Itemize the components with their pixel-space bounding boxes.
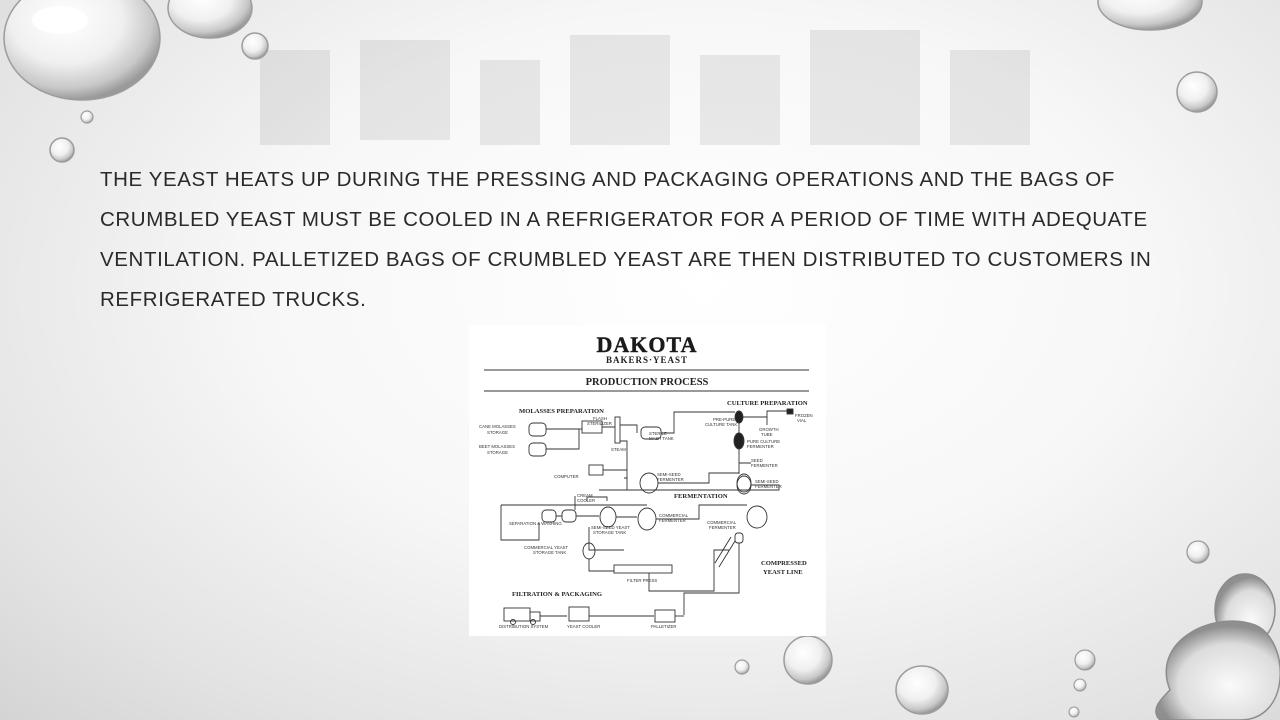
drop-bottom-2 — [1074, 679, 1086, 691]
label-prepure-1: PRE-PURE — [713, 417, 736, 422]
label-separation: SEPARATION & WASHING — [509, 521, 562, 526]
drop-bottom-center-3 — [896, 666, 948, 714]
dakota-logo: DAKOTA — [596, 332, 698, 357]
section-compressed-2: YEAST LINE — [763, 569, 803, 576]
section-molasses: MOLASSES PREPARATION — [519, 408, 604, 415]
drop-small-2 — [81, 111, 93, 123]
label-commercial-storage-2: STORAGE TANK — [533, 550, 567, 555]
label-growth-2: TUBE — [761, 432, 773, 437]
drop-top-left-large — [4, 0, 160, 100]
drop-right-2 — [1187, 541, 1209, 563]
label-frozen-1: FROZEN — [795, 413, 813, 418]
label-flash-1: FLASH — [593, 416, 607, 421]
label-semiseed-1: SEMI-SEED — [657, 472, 681, 477]
drop-bottom-1 — [1075, 650, 1095, 670]
label-frozen-2: VIAL — [797, 418, 807, 423]
label-cane-2: STORAGE — [487, 430, 508, 435]
drop-small-1 — [242, 33, 268, 59]
label-commercial-1: COMMERCIAL — [659, 513, 689, 518]
label-cream-1: CREAM — [577, 493, 593, 498]
label-semiseed-right-1: SEMI-SEED — [755, 479, 779, 484]
drop-right-1 — [1177, 72, 1217, 112]
drop-bottom-center-2 — [735, 660, 749, 674]
label-palletizer: PALLETIZER — [651, 624, 677, 629]
label-filter-press: FILTER PRESS — [627, 578, 658, 583]
label-cream-2: COOLER — [577, 498, 596, 503]
label-cane-1: CANE MOLASSES — [479, 424, 516, 429]
label-distribution: DISTRIBUTION SYSTEM — [499, 624, 549, 629]
label-sterile-1: STERILE — [649, 431, 667, 436]
label-pureculture-2: FERMENTER — [747, 444, 774, 449]
label-yeast-cooler: YEAST COOLER — [567, 624, 601, 629]
label-sterile-2: MASH TANK — [649, 436, 674, 441]
label-commercial-right-1: COMMERCIAL — [707, 520, 737, 525]
label-beet-2: STORAGE — [487, 450, 508, 455]
label-semiseed-storage-2: STORAGE TANK — [593, 530, 627, 535]
label-prepure-2: CULTURE TANK — [705, 422, 738, 427]
section-compressed-1: COMPRESSED — [761, 560, 807, 567]
section-culture: CULTURE PREPARATION — [727, 400, 808, 407]
label-semiseed-storage-1: SEMI-SEED YEAST — [591, 525, 630, 530]
drop-bottom-right-large — [1156, 621, 1280, 720]
brand-subtitle: BAKERS·YEAST — [605, 355, 689, 365]
label-semiseed-2: FERMENTER — [657, 477, 684, 482]
drop-top-right — [1098, 0, 1202, 30]
diagram-svg — [469, 325, 826, 636]
label-seed-1: SEED — [751, 458, 763, 463]
label-computer: COMPUTER — [554, 474, 579, 479]
diagram-heading: PRODUCTION PROCESS — [585, 377, 709, 388]
section-filtration: FILTRATION & PACKAGING — [512, 591, 602, 598]
drop-small-3 — [50, 138, 74, 162]
label-beet-1: BEET MOLASSES — [479, 444, 515, 449]
label-seed-2: FERMENTER — [751, 463, 778, 468]
label-steam: STEAM — [611, 447, 626, 452]
drop-bottom-center-1 — [784, 636, 832, 684]
slide-body-text: THE YEAST HEATS UP DURING THE PRESSING AND PACKAGING OPERATIONS AND THE BAGS OF CRUMBLED YEAST MUST BE COOLED IN A REFRIGERATOR FOR A PERIOD OF TIME WITH ADEQUATE VENTILATION. PALLETIZED BAGS OF CRUMBLED YEAST ARE THEN DISTRIBUTED TO CUSTOMERS IN REFRIGERATED TRUCKS. — [100, 168, 1152, 311]
drop-top-left-medium — [168, 0, 252, 38]
label-semiseed-right-2: FERMENTER — [755, 484, 782, 489]
label-growth-1: GROWTH — [759, 427, 779, 432]
production-process-diagram — [469, 325, 826, 636]
drop-bottom-3 — [1069, 707, 1079, 717]
label-flash-2: STERILIZER — [587, 421, 612, 426]
label-pureculture-1: PURE CULTURE — [747, 439, 781, 444]
section-fermentation: FERMENTATION — [674, 493, 728, 500]
label-commercial-right-2: FERMENTER — [709, 525, 736, 530]
label-commercial-storage-1: COMMERCIAL YEAST — [524, 545, 569, 550]
label-commercial-2: FERMENTER — [659, 518, 686, 523]
